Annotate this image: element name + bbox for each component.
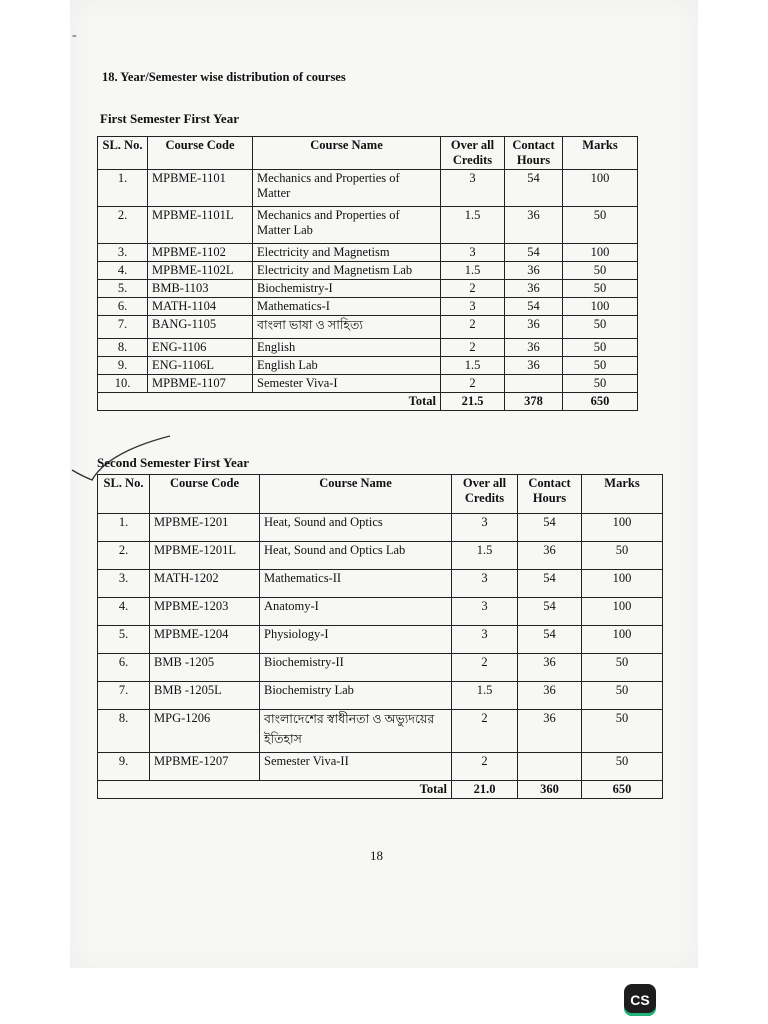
table-cell: Biochemistry Lab	[260, 682, 452, 710]
table-cell: 36	[505, 262, 563, 280]
table-cell: 36	[505, 316, 563, 339]
table-cell: 54	[518, 626, 582, 654]
table-cell: 1.5	[441, 262, 505, 280]
table-cell: BANG-1105	[148, 316, 253, 339]
table-cell: 1.5	[452, 682, 518, 710]
table-cell: 1.	[98, 514, 150, 542]
page-number: 18	[370, 848, 383, 863]
table-cell: MPBME-1201	[150, 514, 260, 542]
table-cell: 54	[518, 570, 582, 598]
table-cell: 36	[518, 654, 582, 682]
column-header: Over all Credits	[441, 137, 505, 170]
column-header: SL. No.	[98, 137, 148, 170]
column-header: Course Name	[253, 137, 441, 170]
total-credits: 21.5	[441, 393, 505, 411]
table-cell: 50	[582, 542, 663, 570]
table-cell: 36	[505, 339, 563, 357]
camscanner-logo: CS	[624, 984, 656, 1016]
table-row	[98, 514, 663, 542]
table-cell: 1.	[98, 170, 148, 207]
table-cell: 3	[452, 626, 518, 654]
table-cell: 50	[582, 682, 663, 710]
table-cell: 3	[452, 570, 518, 598]
table-row	[98, 598, 663, 626]
table-cell: 5.	[98, 626, 150, 654]
table-cell: 50	[582, 710, 663, 753]
table-cell: 54	[505, 244, 563, 262]
column-header: Course Name	[260, 475, 452, 514]
table-cell: BMB -1205	[150, 654, 260, 682]
column-header: Course Code	[150, 475, 260, 514]
table-cell: 100	[563, 298, 638, 316]
table-cell: 1.5	[441, 207, 505, 244]
table-cell: 7.	[98, 682, 150, 710]
table-row	[98, 375, 638, 393]
table-cell: 50	[563, 262, 638, 280]
table-row	[98, 682, 663, 710]
table-cell: Semester Viva-II	[260, 753, 452, 781]
total-credits: 21.0	[452, 781, 518, 799]
table-cell: 36	[518, 682, 582, 710]
table-row	[98, 316, 638, 339]
table-cell: 2.	[98, 542, 150, 570]
table-cell: বাংলা ভাষা ও সাহিত্য	[253, 316, 441, 339]
column-header: Marks	[563, 137, 638, 170]
column-header: Over all Credits	[452, 475, 518, 514]
table-cell: 54	[505, 170, 563, 207]
table-row	[98, 710, 663, 753]
table-cell: 5.	[98, 280, 148, 298]
table-cell: MPBME-1204	[150, 626, 260, 654]
table-cell: ENG-1106L	[148, 357, 253, 375]
table-cell: 50	[563, 207, 638, 244]
table-cell: 9.	[98, 357, 148, 375]
table-cell: BMB -1205L	[150, 682, 260, 710]
table-cell: 3	[452, 598, 518, 626]
table-cell: 8.	[98, 339, 148, 357]
table-cell: 36	[518, 542, 582, 570]
table-cell: Electricity and Magnetism Lab	[253, 262, 441, 280]
semester-title-2: Second Semester First Year	[97, 455, 249, 470]
table-row	[98, 339, 638, 357]
course-table-second-semester	[97, 474, 663, 799]
table-cell: Biochemistry-II	[260, 654, 452, 682]
table-cell: MPBME-1207	[150, 753, 260, 781]
table-cell: 3	[441, 170, 505, 207]
table-cell: 2	[441, 375, 505, 393]
table-cell: Mechanics and Properties of Matter	[253, 170, 441, 207]
table-cell: 2	[441, 316, 505, 339]
table-cell: MPBME-1101	[148, 170, 253, 207]
table-cell: 7.	[98, 316, 148, 339]
table-cell: MATH-1104	[148, 298, 253, 316]
table-row	[98, 262, 638, 280]
table-cell: MPBME-1102	[148, 244, 253, 262]
table-cell: 50	[582, 654, 663, 682]
table-cell: Heat, Sound and Optics Lab	[260, 542, 452, 570]
table-cell: 1.5	[452, 542, 518, 570]
table-row	[98, 542, 663, 570]
table-cell: Biochemistry-I	[253, 280, 441, 298]
table-cell: Mathematics-II	[260, 570, 452, 598]
total-marks: 650	[582, 781, 663, 799]
course-table-first-semester	[97, 136, 638, 411]
table-cell: MATH-1202	[150, 570, 260, 598]
column-header: Contact Hours	[518, 475, 582, 514]
table-cell: 1.5	[441, 357, 505, 375]
table-row	[98, 357, 638, 375]
table-cell: Mechanics and Properties of Matter Lab	[253, 207, 441, 244]
table-row	[98, 244, 638, 262]
table-row	[98, 280, 638, 298]
table-cell: 50	[582, 753, 663, 781]
total-hours: 378	[505, 393, 563, 411]
table-cell: 50	[563, 357, 638, 375]
column-header: Marks	[582, 475, 663, 514]
table-row	[98, 170, 638, 207]
table-cell: 100	[582, 626, 663, 654]
table-cell: 54	[518, 514, 582, 542]
table-cell: 50	[563, 375, 638, 393]
table-cell: 54	[505, 298, 563, 316]
table-cell: Mathematics-I	[253, 298, 441, 316]
table-cell: 100	[582, 514, 663, 542]
table-cell: 36	[505, 280, 563, 298]
table-cell: 2	[441, 339, 505, 357]
table-cell: 50	[563, 280, 638, 298]
column-header: Contact Hours	[505, 137, 563, 170]
table-cell: বাংলাদেশের স্বাধীনতা ও অভ্যুদয়ের ইতিহাস	[260, 710, 452, 753]
table-cell: MPBME-1201L	[150, 542, 260, 570]
table-header-row	[98, 137, 638, 170]
table-cell: MPBME-1101L	[148, 207, 253, 244]
table-cell: MPG-1206	[150, 710, 260, 753]
table-cell: 8.	[98, 710, 150, 753]
table-cell: 2	[452, 654, 518, 682]
table-cell: 36	[505, 207, 563, 244]
table-cell: 100	[582, 598, 663, 626]
semester-title-1: First Semester First Year	[100, 111, 239, 126]
table-cell: 10.	[98, 375, 148, 393]
table-cell: 4.	[98, 598, 150, 626]
section-heading: 18. Year/Semester wise distribution of courses	[102, 70, 346, 84]
table-cell: 3	[441, 244, 505, 262]
table-cell: English	[253, 339, 441, 357]
table-row	[98, 654, 663, 682]
table-row	[98, 207, 638, 244]
total-hours: 360	[518, 781, 582, 799]
table-cell	[505, 375, 563, 393]
table-header-row	[98, 475, 663, 514]
table-cell: 6.	[98, 298, 148, 316]
table-cell: 3	[452, 514, 518, 542]
table-cell: Physiology-I	[260, 626, 452, 654]
total-row	[98, 393, 638, 411]
table-cell: BMB-1103	[148, 280, 253, 298]
table-cell: Semester Viva-I	[253, 375, 441, 393]
table-cell: 2	[441, 280, 505, 298]
table-cell: MPBME-1107	[148, 375, 253, 393]
table-cell: Heat, Sound and Optics	[260, 514, 452, 542]
table-cell: Electricity and Magnetism	[253, 244, 441, 262]
table-cell: 3.	[98, 244, 148, 262]
total-marks: 650	[563, 393, 638, 411]
table-cell: MPBME-1203	[150, 598, 260, 626]
table-cell: 6.	[98, 654, 150, 682]
table-cell: 2.	[98, 207, 148, 244]
table-cell	[518, 753, 582, 781]
table-row	[98, 570, 663, 598]
margin-mark: -	[72, 28, 77, 43]
total-row	[98, 781, 663, 799]
table-cell: 100	[582, 570, 663, 598]
table-row	[98, 626, 663, 654]
table-cell: 9.	[98, 753, 150, 781]
table-cell: 3	[441, 298, 505, 316]
total-label: Total	[98, 393, 441, 411]
column-header: Course Code	[148, 137, 253, 170]
table-cell: English Lab	[253, 357, 441, 375]
table-cell: 100	[563, 244, 638, 262]
table-cell: 2	[452, 710, 518, 753]
table-cell: MPBME-1102L	[148, 262, 253, 280]
column-header: SL. No.	[98, 475, 150, 514]
table-cell: 36	[518, 710, 582, 753]
table-cell: 50	[563, 339, 638, 357]
total-label: Total	[98, 781, 452, 799]
table-row	[98, 298, 638, 316]
table-cell: 2	[452, 753, 518, 781]
table-cell: 54	[518, 598, 582, 626]
table-cell: 100	[563, 170, 638, 207]
table-cell: 36	[505, 357, 563, 375]
table-cell: Anatomy-I	[260, 598, 452, 626]
table-row	[98, 753, 663, 781]
table-cell: 4.	[98, 262, 148, 280]
table-cell: 3.	[98, 570, 150, 598]
table-cell: 50	[563, 316, 638, 339]
table-cell: ENG-1106	[148, 339, 253, 357]
